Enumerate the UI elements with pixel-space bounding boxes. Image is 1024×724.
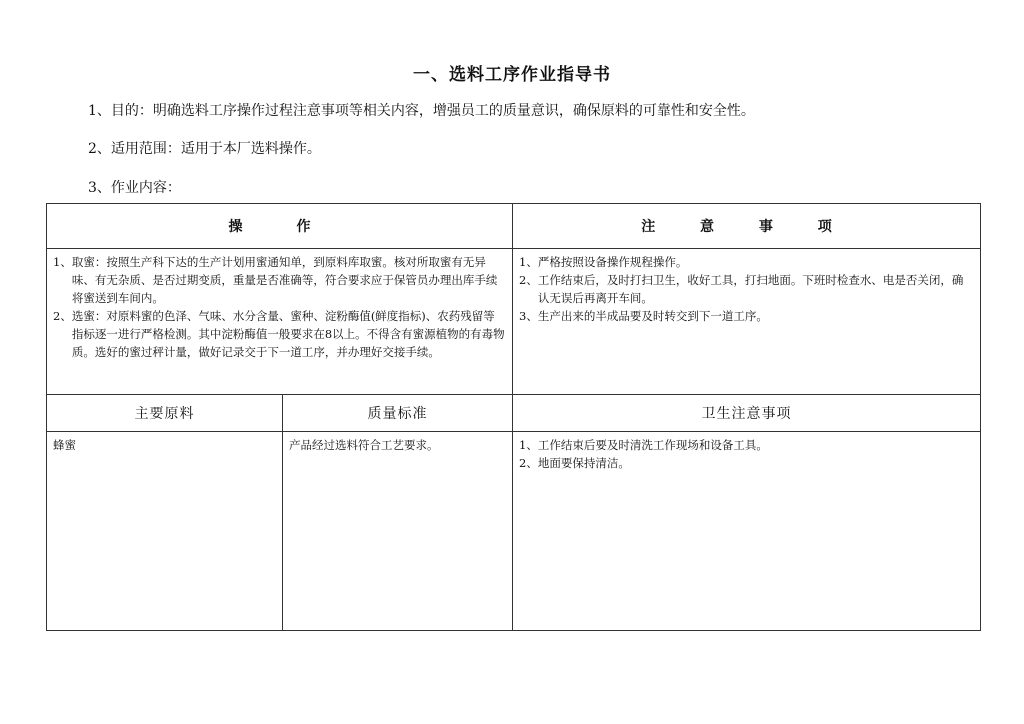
item-text: 工作结束后，及时打扫卫生，收好工具，打扫地面。下班时检查水、电是否关闭，确认无误后再离开车间。 [537,273,964,305]
item-number: 1、 [53,255,72,269]
list-item [519,271,974,307]
material-cell [47,432,283,631]
header-material: 主要原料 [47,395,283,432]
list-item [519,307,974,325]
item-text: 生产出来的半成品要及时转交到下一道工序。 [537,309,768,323]
scope-paragraph: 2、适用范围：适用于本厂选料操作。 [88,141,321,157]
item-number: 1、 [519,255,538,269]
header-notes: 注 意 事 项 [513,204,981,249]
list-item [519,436,974,454]
table-row [47,249,981,395]
quality-cell [283,432,513,631]
document-title: 一、选料工序作业指导书 [413,65,611,85]
header-quality: 质量标准 [283,395,513,432]
purpose-paragraph: 1、目的：明确选料工序操作过程注意事项等相关内容，增强员工的质量意识，确保原料的可靠性和安全性。 [88,103,755,119]
table-row [47,432,981,631]
header-hygiene: 卫生注意事项 [513,395,981,432]
operation-cell [47,249,513,395]
item-text: 选蜜：对原料蜜的色泽、气味、水分含量、蜜种、淀粉酶值(鲜度指标)、农药残留等指标逐一进行严格检测。其中淀粉酶值一般要求在8以上。不得含有蜜源植物的有毒物质。选好的蜜过秤计量，做好记录交于下一道工序，并办理好交接手续。 [71,309,505,359]
table-header-row [47,204,981,249]
hygiene-list [513,436,980,472]
list-item [519,454,974,472]
item-number: 3、 [519,309,538,323]
item-text: 严格按照设备操作规程操作。 [537,255,688,269]
material-value: 蜂蜜 [53,438,76,452]
item-number: 1、 [519,438,538,452]
hygiene-cell [513,432,981,631]
item-number: 2、 [519,273,538,287]
content-heading: 3、作业内容： [88,180,181,196]
notes-list [513,253,980,325]
item-number: 2、 [519,456,538,470]
list-item [53,307,506,361]
operation-list [47,253,512,361]
item-number: 2、 [53,309,72,323]
item-text: 取蜜：按照生产科下达的生产计划用蜜通知单，到原料库取蜜。核对所取蜜有无异味、有无杂质、是否过期变质，重量是否准确等，符合要求应于保管员办理出库手续将蜜送到车间内。 [71,255,498,305]
list-item [519,253,974,271]
item-text: 工作结束后要及时清洗工作现场和设备工具。 [537,438,768,452]
work-instruction-table [46,203,981,631]
list-item [53,253,506,307]
item-text: 地面要保持清洁。 [537,456,630,470]
quality-value: 产品经过选料符合工艺要求。 [289,438,439,452]
header-operation: 操 作 [47,204,513,249]
table-header-row [47,395,981,432]
notes-cell [513,249,981,395]
